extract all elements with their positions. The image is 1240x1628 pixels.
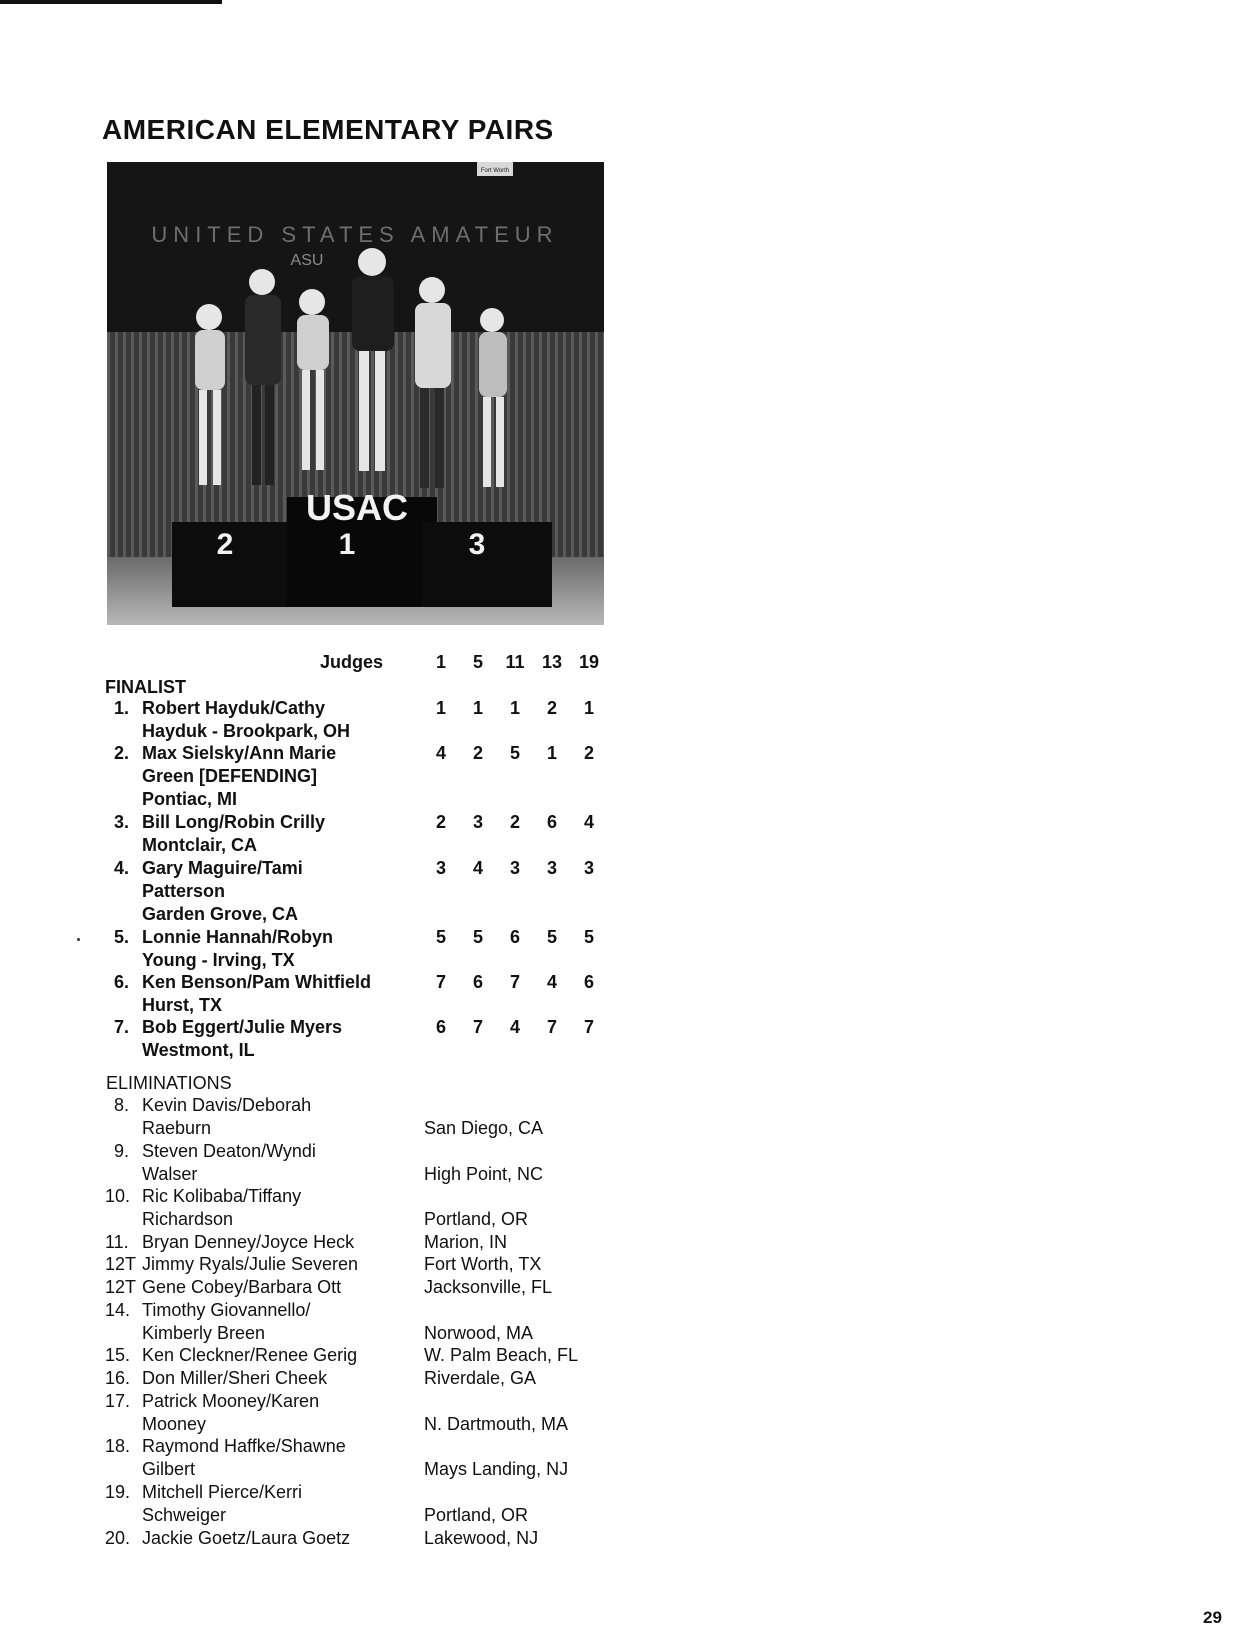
score: 7 bbox=[435, 972, 446, 992]
photo-banner-sub: ASU bbox=[290, 252, 324, 269]
pair-names: Mitchell Pierce/Kerri bbox=[142, 1482, 303, 1502]
pair-location: Portland, OR bbox=[424, 1209, 529, 1229]
rank: 5. bbox=[114, 927, 130, 947]
pair-names-cont: Gilbert bbox=[142, 1459, 196, 1479]
score: 4 bbox=[583, 812, 594, 832]
rank: 7. bbox=[114, 1017, 130, 1037]
score: 3 bbox=[472, 812, 483, 832]
rank: 15. bbox=[105, 1345, 131, 1365]
score: 3 bbox=[583, 858, 594, 878]
rank: 11. bbox=[105, 1232, 129, 1252]
judges-label: Judges bbox=[320, 652, 384, 672]
score: 5 bbox=[472, 927, 483, 947]
pair-names: Gene Cobey/Barbara Ott bbox=[142, 1277, 342, 1297]
score: 3 bbox=[509, 858, 520, 878]
score: 6 bbox=[435, 1017, 446, 1037]
pair-location: San Diego, CA bbox=[424, 1118, 544, 1138]
pair-location: W. Palm Beach, FL bbox=[424, 1345, 579, 1365]
pair-names: Jackie Goetz/Laura Goetz bbox=[142, 1528, 351, 1548]
podium-position-1: 1 bbox=[338, 528, 356, 561]
section-heading: FINALIST bbox=[105, 677, 186, 697]
pair-names-cont: Raeburn bbox=[142, 1118, 212, 1138]
pair-names: Kevin Davis/Deborah bbox=[142, 1095, 312, 1115]
pair-names-cont: Kimberly Breen bbox=[142, 1323, 266, 1343]
pair-names: Ric Kolibaba/Tiffany bbox=[142, 1186, 302, 1206]
pair-location: Lakewood, NJ bbox=[424, 1528, 539, 1548]
score: 4 bbox=[546, 972, 557, 992]
pair-location: Hurst, TX bbox=[142, 995, 223, 1015]
score: 6 bbox=[583, 972, 594, 992]
pair-names-cont: Green [DEFENDING] bbox=[142, 766, 318, 786]
score: 7 bbox=[509, 972, 520, 992]
podium-position-2: 2 bbox=[216, 528, 234, 561]
score: 1 bbox=[472, 698, 483, 718]
score: 2 bbox=[583, 743, 594, 763]
score: 3 bbox=[546, 858, 557, 878]
score: 4 bbox=[435, 743, 446, 763]
podium-photo bbox=[107, 162, 604, 625]
pair-location: Fort Worth, TX bbox=[424, 1254, 542, 1274]
score: 5 bbox=[546, 927, 557, 947]
pair-names-cont: Richardson bbox=[142, 1209, 234, 1229]
score: 4 bbox=[472, 858, 483, 878]
pair-names-cont: Schweiger bbox=[142, 1505, 227, 1525]
score: 1 bbox=[583, 698, 594, 718]
pair-names: Patrick Mooney/Karen bbox=[142, 1391, 320, 1411]
pair-names-cont: Hayduk - Brookpark, OH bbox=[142, 721, 351, 741]
score: 6 bbox=[546, 812, 557, 832]
photo-sign-text: Fort Worth bbox=[480, 168, 510, 174]
score: 5 bbox=[583, 927, 594, 947]
pair-location: Portland, OR bbox=[424, 1505, 529, 1525]
pair-location: Montclair, CA bbox=[142, 835, 258, 855]
pair-names-cont: Mooney bbox=[142, 1414, 207, 1434]
rank: 3. bbox=[114, 812, 130, 832]
pair-location: Riverdale, GA bbox=[424, 1368, 537, 1388]
judge-number: 5 bbox=[472, 652, 483, 672]
pair-names: Ken Cleckner/Renee Gerig bbox=[142, 1345, 358, 1365]
rank: 14. bbox=[105, 1300, 131, 1320]
pair-names: Max Sielsky/Ann Marie bbox=[142, 743, 337, 763]
pair-names: Raymond Haffke/Shawne bbox=[142, 1436, 346, 1456]
pair-location: Mays Landing, NJ bbox=[424, 1459, 569, 1479]
score: 2 bbox=[509, 812, 520, 832]
score: 1 bbox=[435, 698, 446, 718]
judge-number: 1 bbox=[435, 652, 446, 672]
pair-names-cont: Young - Irving, TX bbox=[142, 950, 295, 970]
pair-location: Marion, IN bbox=[424, 1232, 508, 1252]
page-number: 29 bbox=[1203, 1608, 1222, 1627]
score: 1 bbox=[546, 743, 557, 763]
pair-names: Steven Deaton/Wyndi bbox=[142, 1141, 316, 1161]
section-heading: ELIMINATIONS bbox=[106, 1073, 232, 1093]
score: 5 bbox=[509, 743, 520, 763]
photo-banner-text: UNITED STATES AMATEUR bbox=[151, 222, 559, 247]
rank: 19. bbox=[105, 1482, 131, 1502]
score: 2 bbox=[435, 812, 446, 832]
score: 4 bbox=[509, 1017, 520, 1037]
top-rule bbox=[0, 0, 222, 4]
stray-mark bbox=[77, 938, 80, 941]
rank: 9. bbox=[114, 1141, 130, 1161]
pair-names: Bill Long/Robin Crilly bbox=[142, 812, 325, 832]
pair-names: Ken Benson/Pam Whitfield bbox=[142, 972, 372, 992]
page-title: AMERICAN ELEMENTARY PAIRS bbox=[102, 114, 554, 145]
score: 1 bbox=[509, 698, 520, 718]
pair-location: Pontiac, MI bbox=[142, 789, 238, 809]
rank: 6. bbox=[114, 972, 130, 992]
judge-number: 13 bbox=[541, 652, 563, 672]
rank: 18. bbox=[105, 1436, 131, 1456]
rank: 17. bbox=[105, 1391, 131, 1411]
score: 2 bbox=[472, 743, 483, 763]
pair-names: Timothy Giovannello/ bbox=[142, 1300, 311, 1320]
rank: 8. bbox=[114, 1095, 130, 1115]
score: 6 bbox=[509, 927, 520, 947]
rank: 12T bbox=[105, 1277, 137, 1297]
rank: 2. bbox=[114, 743, 130, 763]
rank: 16. bbox=[105, 1368, 131, 1388]
pair-names-cont: Patterson bbox=[142, 881, 226, 901]
rank: 12T bbox=[105, 1254, 137, 1274]
score: 3 bbox=[435, 858, 446, 878]
podium-logo: USAC bbox=[305, 487, 409, 528]
rank: 20. bbox=[105, 1528, 131, 1548]
score: 5 bbox=[435, 927, 446, 947]
pair-location: N. Dartmouth, MA bbox=[424, 1414, 569, 1434]
rank: 4. bbox=[114, 858, 130, 878]
pair-location: Garden Grove, CA bbox=[142, 904, 299, 924]
pair-names: Bryan Denney/Joyce Heck bbox=[142, 1232, 355, 1252]
judge-number: 11 bbox=[505, 652, 525, 672]
score: 7 bbox=[583, 1017, 594, 1037]
score: 7 bbox=[472, 1017, 483, 1037]
pair-names: Bob Eggert/Julie Myers bbox=[142, 1017, 343, 1037]
pair-location: Jacksonville, FL bbox=[424, 1277, 553, 1297]
pair-names: Robert Hayduk/Cathy bbox=[142, 698, 326, 718]
score: 6 bbox=[472, 972, 483, 992]
rank: 1. bbox=[114, 698, 130, 718]
rank: 10. bbox=[105, 1186, 131, 1206]
pair-location: Norwood, MA bbox=[424, 1323, 534, 1343]
pair-names-cont: Walser bbox=[142, 1164, 198, 1184]
pair-names: Don Miller/Sheri Cheek bbox=[142, 1368, 328, 1388]
pair-names: Jimmy Ryals/Julie Severen bbox=[142, 1254, 359, 1274]
pair-location: High Point, NC bbox=[424, 1164, 544, 1184]
pair-location: Westmont, IL bbox=[142, 1040, 255, 1060]
score: 7 bbox=[546, 1017, 557, 1037]
pair-names: Lonnie Hannah/Robyn bbox=[142, 927, 333, 947]
judge-number: 19 bbox=[578, 652, 600, 672]
podium-position-3: 3 bbox=[468, 528, 486, 561]
pair-names: Gary Maguire/Tami bbox=[142, 858, 303, 878]
score: 2 bbox=[546, 698, 557, 718]
